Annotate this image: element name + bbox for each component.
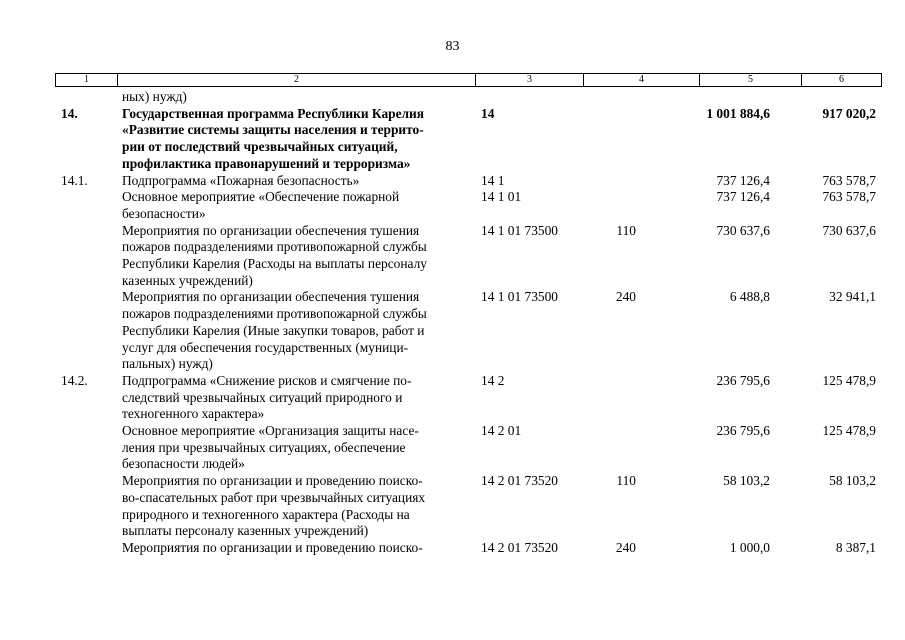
row-description — [122, 89, 474, 106]
column-number-3: 3 — [527, 74, 532, 85]
description-line: выплаты персоналу казенных учреждений) — [122, 523, 369, 539]
description-line: услуг для обеспечения государственных (муници- — [122, 339, 409, 355]
table-row — [0, 423, 905, 473]
amount-column-5: 236 795,6 — [716, 423, 770, 438]
column-number-6: 6 — [839, 74, 844, 85]
description-line: профилактика правонарушений и терроризма» — [122, 155, 411, 171]
amount-column-5: 6 488,8 — [729, 289, 770, 305]
classification-code: 14 1 01 73500 — [481, 289, 558, 305]
table-row — [0, 189, 905, 222]
classification-code: 14 1 — [481, 172, 505, 188]
expense-type-code: 110 — [616, 222, 636, 238]
description-line: Мероприятия по организации обеспечения тушения — [122, 289, 420, 305]
description-line: безопасности» — [122, 205, 206, 221]
row-description — [122, 540, 474, 557]
expense-type-code: 240 — [615, 289, 636, 305]
amount-column-6: 8 387,1 — [835, 539, 876, 555]
description-line: ления при чрезвычайных ситуациях, обеспечение — [122, 439, 406, 455]
classification-code: 14 2 — [481, 372, 505, 388]
table-row — [0, 289, 905, 373]
classification-code: 14 — [481, 105, 495, 121]
row-number: 14.2. — [61, 372, 88, 388]
table-row — [0, 89, 905, 106]
row-description — [122, 189, 474, 222]
expense-type-code: 110 — [616, 473, 636, 489]
table-row — [0, 223, 905, 290]
table-row — [0, 540, 905, 557]
classification-code: 14 2 01 — [481, 423, 522, 438]
amount-column-5: 58 103,2 — [723, 473, 770, 489]
description-line: во-спасательных работ при чрезвычайных ситуациях — [122, 489, 426, 505]
description-line: Государственная программа Республики Карелия — [122, 105, 425, 121]
row-description — [122, 106, 474, 173]
description-line: казенных учреждений) — [122, 272, 253, 288]
row-description — [122, 473, 474, 540]
row-description — [122, 173, 474, 190]
amount-column-5: 1 001 884,6 — [706, 105, 770, 121]
row-description — [122, 373, 474, 423]
row-description — [122, 223, 474, 290]
description-line: Подпрограмма «Снижение рисков и смягчение по- — [122, 372, 412, 388]
row-description — [122, 423, 474, 473]
classification-code: 14 1 01 — [481, 189, 522, 205]
amount-column-6: 125 478,9 — [822, 372, 876, 388]
description-line: пальных) нужд) — [122, 356, 213, 372]
description-line: Мероприятия по организации обеспечения тушения — [122, 222, 420, 238]
description-line: пожаров подразделениями противопожарной службы — [122, 306, 427, 322]
description-line: Мероприятия по организации и проведению поиско- — [122, 473, 423, 489]
description-line: следствий чрезвычайных ситуаций природного и — [122, 389, 403, 405]
column-number-header — [55, 73, 882, 87]
column-number-5: 5 — [748, 74, 753, 85]
table-row — [0, 473, 905, 540]
column-number-4: 4 — [639, 74, 644, 85]
amount-column-6: 763 578,7 — [822, 172, 876, 188]
classification-code: 14 2 01 73520 — [481, 539, 558, 555]
description-line: «Развитие системы защиты населения и террито- — [122, 122, 424, 138]
description-line: Республики Карелия (Расходы на выплаты персоналу — [122, 256, 427, 271]
amount-column-6: 125 478,9 — [822, 423, 876, 438]
description-line: безопасности людей» — [122, 456, 245, 472]
description-line: техногенного характера» — [122, 406, 265, 422]
description-line: Мероприятия по организации и проведению поиско- — [122, 539, 423, 555]
description-line: Основное мероприятие «Организация защиты насе- — [122, 423, 419, 438]
description-line: ных) нужд) — [122, 89, 187, 104]
row-number: 14.1. — [61, 172, 88, 188]
table-row — [0, 106, 905, 173]
page-number: 83 — [445, 39, 460, 54]
amount-column-6: 730 637,6 — [822, 222, 876, 238]
amount-column-5: 1 000,0 — [729, 539, 770, 555]
classification-code: 14 2 01 73520 — [481, 473, 558, 489]
row-description — [122, 289, 474, 373]
column-number-2: 2 — [294, 74, 299, 85]
amount-column-5: 737 126,4 — [716, 172, 770, 188]
amount-column-5: 730 637,6 — [716, 222, 770, 238]
amount-column-5: 236 795,6 — [716, 372, 770, 388]
description-line: Республики Карелия (Иные закупки товаров, работ и — [122, 322, 425, 338]
expense-type-code: 240 — [615, 539, 636, 555]
description-line: природного и техногенного характера (Расходы на — [122, 506, 410, 522]
column-number-1: 1 — [84, 74, 89, 85]
amount-column-6: 917 020,2 — [822, 105, 876, 121]
description-line: пожаров подразделениями противопожарной службы — [122, 239, 427, 255]
classification-code: 14 1 01 73500 — [481, 222, 558, 238]
description-line: Основное мероприятие «Обеспечение пожарной — [122, 189, 400, 205]
amount-column-6: 32 941,1 — [829, 289, 876, 305]
amount-column-6: 763 578,7 — [822, 189, 876, 205]
description-line: Подпрограмма «Пожарная безопасность» — [122, 172, 360, 188]
row-number: 14. — [61, 105, 78, 121]
table-row — [0, 173, 905, 190]
amount-column-5: 737 126,4 — [716, 189, 770, 205]
description-line: рии от последствий чрезвычайных ситуаций, — [122, 139, 398, 155]
table-row — [0, 373, 905, 423]
amount-column-6: 58 103,2 — [829, 473, 876, 489]
